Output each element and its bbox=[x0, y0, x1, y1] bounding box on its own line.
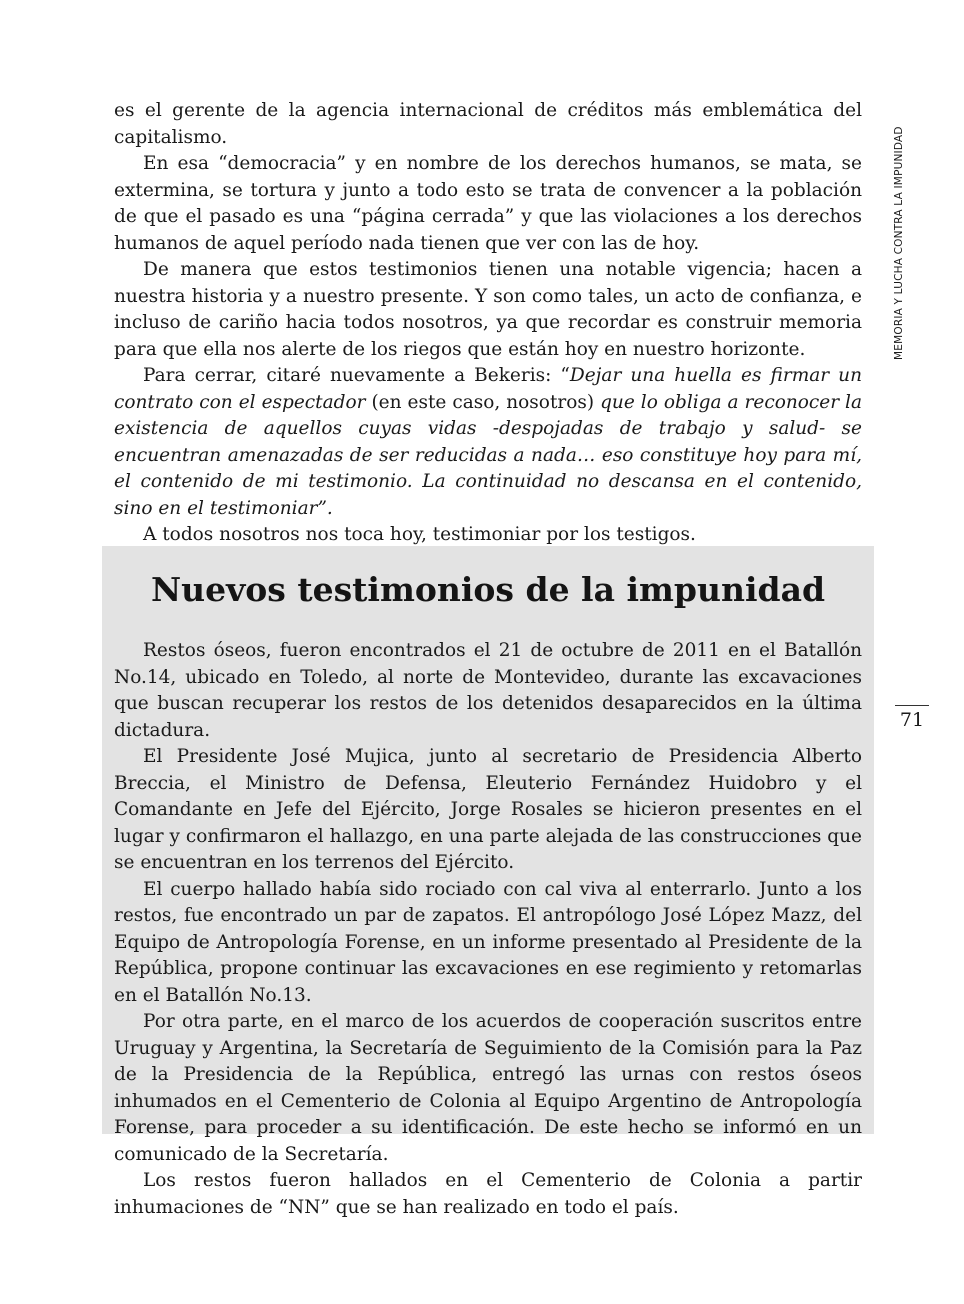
box-text bbox=[114, 638, 862, 1221]
paragraph: El Presidente José Mujica, junto al secretario de Presidencia Alberto Breccia, el Ministro de Defensa, Eleuterio Fernández Huidobro y el Comandante en Jefe del Ejército, Jorge Rosales se hicieron presentes en el lugar y confirmaron el hallazgo, en una parte alejada de las construcciones que se encuentran en los terrenos del Ejército. bbox=[114, 746, 862, 873]
paragraph: En esa “democracia” y en nombre de los derechos humanos, se mata, se extermina, se tortura y junto a todo esto se trata de convencer a la población de que el pasado es una “página cerrada” y que las violaciones a los derechos humanos de aquel período nada tienen que ver con las de hoy. bbox=[114, 153, 862, 254]
quote-italic: que lo obliga a reconocer la existencia de aquellos cuyas vidas -despojadas de trabajo y salud- se encuentran amenazadas de ser reducidas a nada… eso constituye hoy para mí, el contenido de mi testimonio. La continuidad no descansa en el contenido, sino en el testimoniar”. bbox=[114, 391, 862, 519]
page-number: 71 bbox=[899, 709, 925, 731]
paragraph: Restos óseos, fueron encontrados el 21 de octubre de 2011 en el Batallón No.14, ubicado en Toledo, al norte de Montevideo, durante las excavaciones que buscan recuperar los restos de los detenidos desaparecidos en la última dictadura. bbox=[114, 640, 862, 741]
sidebar-box bbox=[102, 546, 874, 1218]
paragraph: El cuerpo hallado había sido rociado con cal viva al enterrarlo. Junto a los restos, fue encontrado un par de zapatos. El antropólogo José López Mazz, del Equipo de Antropología Forense, en un informe presentado al Presidente de la República, propone continuar las excavaciones en ese regimiento y retomarlas en el Batallón No.13. bbox=[114, 878, 862, 1006]
quote-lead: Para cerrar, citaré nuevamente a Bekeris: “ bbox=[143, 365, 570, 386]
paragraph: Los restos fueron hallados en el Cementerio de Colonia a partir inhumaciones de “NN” que se han realizado en todo el país. bbox=[114, 1170, 862, 1218]
body-text bbox=[114, 98, 862, 549]
quote-italic: Dejar una huella es firmar un contrato con el espectador bbox=[114, 365, 862, 413]
paragraph: A todos nosotros nos toca hoy, testimoniar por los testigos. bbox=[143, 524, 696, 545]
quote-paragraph bbox=[114, 363, 862, 522]
paragraph: Por otra parte, en el marco de los acuerdos de cooperación suscritos entre Uruguay y Argentina, la Secretaría de Seguimiento de la Comisión para la Paz de la Presidencia de la República, entregó las urnas con restos óseos inhumados en el Cementerio de Colonia al Equipo Argentino de Antropología Forense, para proceder a su identificación. De este hecho se informó en un comunicado de la Secretaría. bbox=[114, 1011, 862, 1165]
box-title: Nuevos testimonios de la impunidad bbox=[150, 570, 826, 609]
quote-middle: (en este caso, nosotros) bbox=[365, 391, 601, 413]
paragraph: De manera que estos testimonios tienen una notable vigencia; hacen a nuestra historia y a nuestro presente. Y son como tales, un acto de confianza, e incluso de cariño hacia todos nosotros, ya que recordar es construir memoria para que ella nos alerte de los riegos que están hoy en nuestro horizonte. bbox=[114, 259, 862, 360]
page-number-rule bbox=[895, 705, 929, 706]
running-header: MEMORIA Y LUCHA CONTRA LA IMPUNIDAD bbox=[893, 126, 905, 360]
paragraph: es el gerente de la agencia internacional de créditos más emblemática del capitalismo. bbox=[114, 100, 862, 148]
